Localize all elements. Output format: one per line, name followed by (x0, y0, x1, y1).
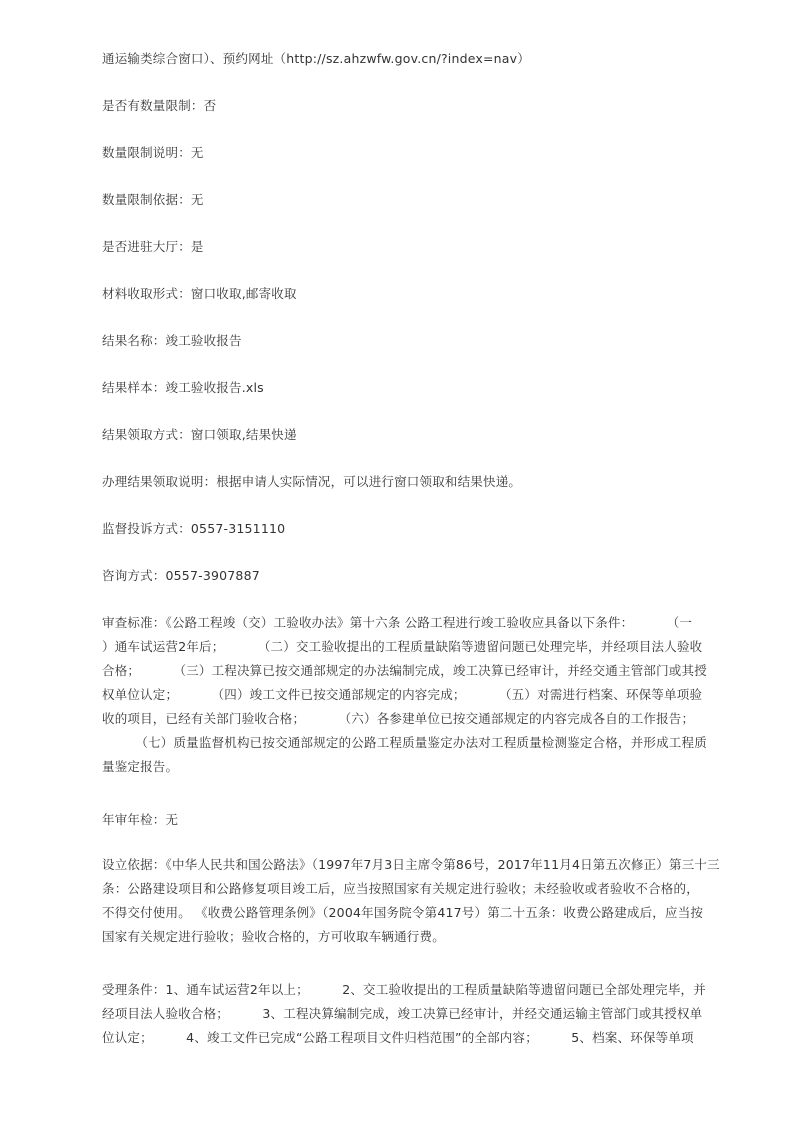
text-line: 审查标准：《公路工程竣（交）工验收办法》第十六条 公路工程进行竣工验收应具备以下条件： （一 (102, 615, 693, 630)
text-line: 通运输类综合窗口）、预约网址（http://sz.ahzwfw.gov.cn/?index=nav） (102, 51, 530, 66)
text-line: 条：公路建设项目和公路修复项目竣工后，应当按照国家有关规定进行验收；未经验收或者验收不合格的， (102, 881, 699, 896)
text-line: 量鉴定报告。 (102, 759, 179, 774)
text-line: 不得交付使用。 《收费公路管理条例》（2004年国务院令第417号）第二十五条：收费公路建成后，应当按 (102, 905, 704, 920)
text-line: 材料收取形式：窗口收取,邮寄收取 (102, 286, 297, 301)
text-line: 设立依据：《中华人民共和国公路法》（1997年7月3日主席令第86号，2017年11月4日第五次修正）第三十三 (102, 857, 720, 872)
text-line: 年审年检：无 (102, 812, 179, 827)
text-line: 收的项目，已经有关部门验收合格； （六）各参建单位已按交通部规定的内容完成各自的工作报告； (102, 711, 695, 726)
text-line: 监督投诉方式：0557-3151110 (102, 521, 286, 536)
text-line: 是否有数量限制：否 (102, 98, 217, 113)
text-line: 受理条件：1、通车试运营2年以上； 2、交工验收提出的工程质量缺陷等遗留问题已全部处理完毕，并 (102, 982, 706, 997)
text-line: 结果名称：竣工验收报告 (102, 333, 242, 348)
text-line: 是否进驻大厅：是 (102, 239, 204, 254)
text-line: 结果样本：竣工验收报告.xls (102, 380, 264, 395)
text-line: 结果领取方式：窗口领取,结果快递 (102, 427, 297, 442)
text-line: 数量限制依据：无 (102, 192, 204, 207)
text-line: 数量限制说明：无 (102, 145, 204, 160)
text-line: 办理结果领取说明：根据申请人实际情况，可以进行窗口领取和结果快递。 (102, 474, 522, 489)
text-line: 经项目法人验收合格； 3、工程决算编制完成，竣工决算已经审计，并经交通运输主管部门或其授权单 (102, 1006, 703, 1021)
text-line: 位认定； 4、竣工文件已完成“公路工程项目文件归档范围”的全部内容； 5、档案、环保等单项 (102, 1030, 694, 1045)
text-line: 国家有关规定进行验收；验收合格的，方可收取车辆通行费。 (102, 929, 445, 944)
text-line: 权单位认定； （四）竣工文件已按交通部规定的内容完成； （五）对需进行档案、环保等单项验 (102, 687, 703, 702)
text-line: ）通车试运营2年后； （二）交工验收提出的工程质量缺陷等遗留问题已处理完毕，并经项目法人验收 (102, 639, 703, 654)
text-line: 咨询方式：0557-3907887 (102, 568, 260, 583)
text-line: 合格； （三）工程决算已按交通部规定的办法编制完成，竣工决算已经审计，并经交通主管部门或其授 (102, 663, 707, 678)
text-line: （七）质量监督机构已按交通部规定的公路工程质量鉴定办法对工程质量检测鉴定合格，并形成工程质 (102, 735, 707, 750)
